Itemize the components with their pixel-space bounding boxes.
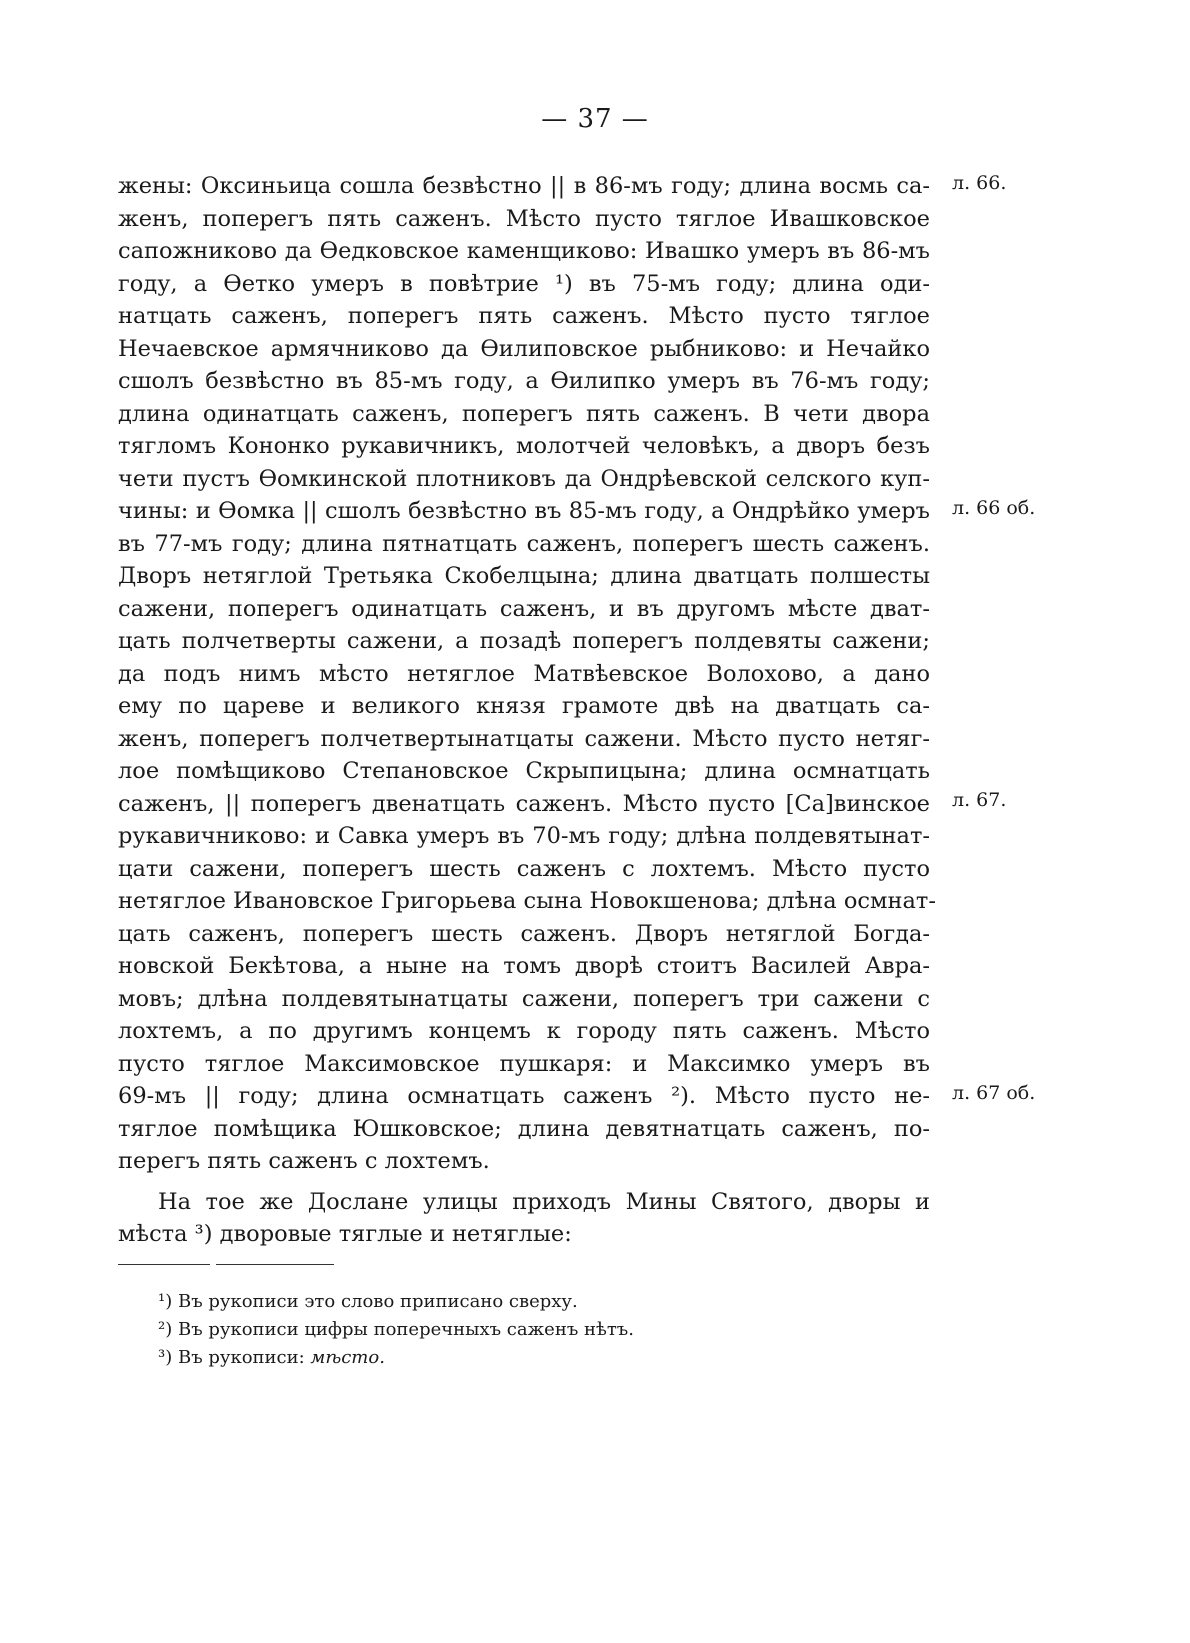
text-line: перегъ пять саженъ с лохтемъ.: [118, 1148, 490, 1174]
text-line: натцать саженъ, поперегъ пять саженъ. Мѣсто пусто тяглое: [118, 303, 930, 329]
text-line: чети пустъ Ѳомкинской плотниковъ да Ондрѣевской селского куп-: [118, 465, 930, 492]
text-line: длина одинатцать саженъ, поперегъ пять саженъ. В чети двора: [118, 400, 930, 427]
text-line: тяглое помѣщика Юшковское; длина девятнатцать саженъ, по-: [118, 1115, 930, 1142]
main-text: [118, 170, 936, 1251]
text-line: На тое же Дослане улицы приходъ Мины Святого, дворы и: [158, 1188, 930, 1215]
text-line: саженъ, || поперегъ двенатцать саженъ. Мѣсто пусто [Са]винское: [118, 790, 930, 817]
footnote-italic-word: мѣсто.: [310, 1347, 385, 1368]
footnote: ²) Въ рукописи цифры поперечныхъ саженъ нѣтъ.: [158, 1319, 634, 1340]
text-line: Нечаевское армячниково да Ѳилиповское рыбниково: и Нечайко: [118, 335, 930, 362]
text-line: сапожниково да Ѳедковское каменщиково: Ивашко умеръ въ 86-мъ: [118, 238, 930, 264]
text-line: сшолъ безвѣстно въ 85-мъ году, а Ѳилипко умеръ въ 76-мъ году;: [118, 368, 930, 394]
text-line: пусто тяглое Максимовское пушкаря: и Максимко умеръ въ: [118, 1050, 930, 1077]
text-line: сажени, поперегъ одинатцать саженъ, и въ другомъ мѣсте дват-: [118, 595, 930, 622]
footnote-rule: [118, 1264, 210, 1265]
footnote-rule: [216, 1264, 334, 1265]
page-number: — 37 —: [541, 104, 649, 134]
text-line: женъ, поперегъ пять саженъ. Мѣсто пусто тяглое Ивашковское: [118, 205, 930, 232]
text-line: тягломъ Кононко рукавичникъ, молотчей человѣкъ, а дворъ безъ: [118, 433, 930, 459]
text-line: рукавичниково: и Савка умеръ въ 70-мъ году; длѣна полдевятынат-: [118, 823, 930, 849]
text-line: 69-мъ || году; длина осмнатцать саженъ ²). Мѣсто пусто не-: [118, 1083, 930, 1109]
paragraph-gap: [118, 1178, 930, 1186]
text-line: чины: и Ѳомка || сшолъ безвѣстно въ 85-мъ году, а Ондрѣйко умеръ: [118, 498, 930, 524]
text-line: лохтемъ, а по другимъ концемъ к городу пять саженъ. Мѣсто: [118, 1018, 930, 1044]
text-line: новской Бекѣтова, а ныне на томъ дворѣ стоитъ Василей Авра-: [118, 953, 930, 979]
text-line: да подъ нимъ мѣсто нетяглое Матвѣевское Волохово, а дано: [118, 660, 930, 687]
text-line: въ 77-мъ году; длина пятнатцать саженъ, поперегъ шесть саженъ.: [118, 530, 930, 557]
text-line: нетяглое Ивановское Григорьева сына Новокшенова; длѣна осмнат-: [118, 888, 936, 914]
text-line: Дворъ нетяглой Третьяка Скобелцына; длина дватцать полшесты: [118, 563, 930, 589]
text-line: мовъ; длѣна полдевятынатцаты сажени, поперегъ три сажени с: [118, 985, 930, 1012]
footnote: [158, 1344, 858, 1372]
text-line: лое помѣщиково Степановское Скрыпицына; длина осмнатцать: [118, 758, 930, 784]
footnote-text: ³) Въ рукописи:: [158, 1347, 311, 1368]
text-line: ему по цареве и великого князя грамоте двѣ на дватцать са-: [118, 693, 930, 719]
footnote: ¹) Въ рукописи это слово приписано сверху.: [158, 1291, 578, 1312]
text-line: цать саженъ, поперегъ шесть саженъ. Дворъ нетяглой Богда-: [118, 920, 930, 947]
margin-note-folio: л. 67 об.: [952, 1082, 1036, 1104]
text-line: году, а Ѳетко умеръ в повѣтрие ¹) въ 75-мъ году; длина оди-: [118, 270, 930, 297]
footnotes: [158, 1288, 858, 1372]
text-line: мѣста ³) дворовые тяглые и нетяглые:: [118, 1221, 572, 1247]
text-line: жены: Оксиньица сошла безвѣстно || в 86-мъ году; длина восмь са-: [118, 173, 930, 199]
text-line: цать полчетверты сажени, а позадѣ поперегъ полдевяты сажени;: [118, 628, 930, 654]
margin-note-folio: л. 66.: [952, 172, 1007, 194]
margin-note-folio: л. 66 об.: [952, 497, 1036, 519]
margin-note-folio: л. 67.: [952, 789, 1007, 811]
text-line: цати сажени, поперегъ шесть саженъ с лохтемъ. Мѣсто пусто: [118, 855, 930, 882]
text-line: женъ, поперегъ полчетвертынатцаты сажени. Мѣсто пусто нетяг-: [118, 725, 930, 752]
